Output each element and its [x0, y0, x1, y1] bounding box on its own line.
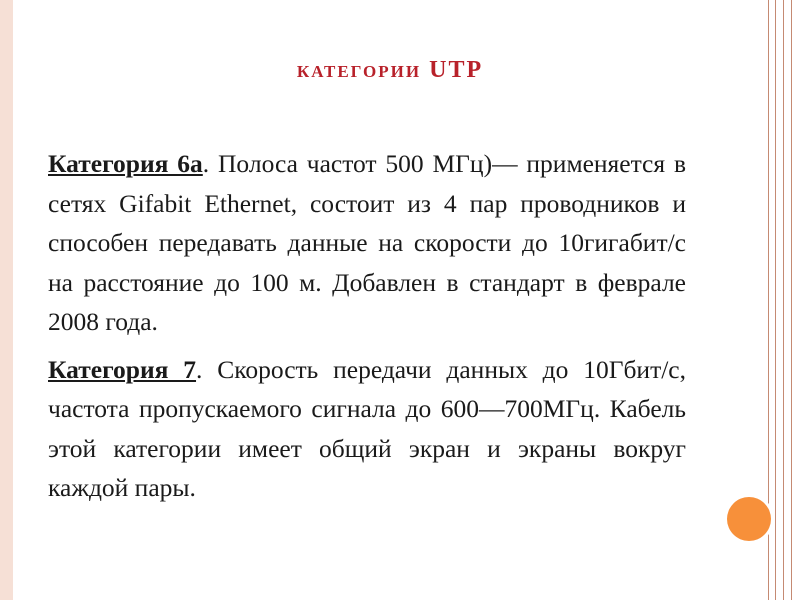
category-description: . Полоса частот 500 МГц)— применяется в сетях Gifabit Ethernet, состоит из 4 пар проводников и способен передавать данные на скорости до 10гигабит/с на расстояние до 100 м. Добавлен в стандарт в феврале 2008 года. — [48, 149, 686, 336]
category-label: Категория 7 — [48, 354, 197, 384]
slide-title — [230, 52, 550, 90]
paragraph-category-7 — [48, 350, 686, 508]
paragraph-category-6a — [48, 144, 686, 342]
frame-line — [783, 0, 784, 600]
category-description: . Скорость передачи данных до 10Гбит/с, частота пропускаемого сигнала до 600—700МГц. Кабель этой категории имеет общий экран и экраны вокруг каждой пары. — [48, 354, 687, 502]
left-border-decoration — [0, 0, 13, 600]
category-label: Категория 6а — [48, 149, 203, 178]
frame-line — [775, 0, 776, 600]
title-suffix: UTP — [429, 57, 484, 83]
slide-body — [48, 144, 686, 508]
orange-circle-decoration — [727, 497, 771, 541]
frame-line — [791, 0, 792, 600]
title-prefix: КАТЕГОРИИ — [296, 62, 422, 81]
